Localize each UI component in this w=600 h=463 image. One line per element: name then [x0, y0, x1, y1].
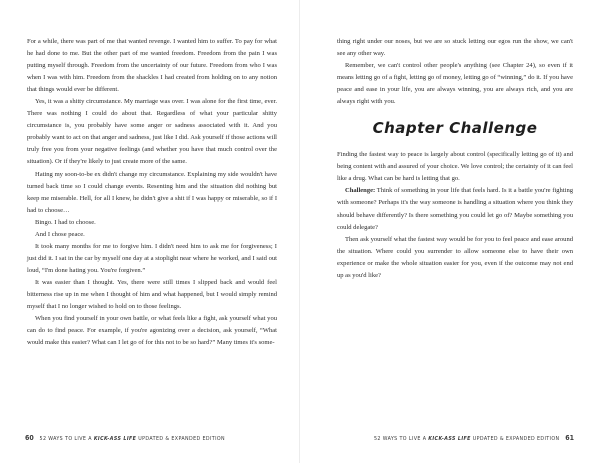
page-number: 60 [25, 434, 34, 442]
paragraph: Remember, we can't control other people's anything (see Chapter 24), so even if it means letting go of a fight, letting go of money, letting go of “winning,” do it. If you have peace and ease in your life, you are always winning, you are always rich, and you are always right with you. [337, 62, 573, 106]
chapter-challenge-heading: Chapter Challenge [372, 119, 538, 138]
paragraph: Bingo. I had to choose. [35, 218, 96, 226]
left-footer [25, 434, 225, 442]
running-footer-brand: KICK-ASS LIFE [93, 436, 137, 442]
running-footer-edition: UPDATED & EXPANDED EDITION [472, 436, 560, 442]
paragraph: thing right under our noses, but we are so stuck letting our egos run the show, we can't see any other way. [337, 38, 573, 58]
paragraph: It took many months for me to forgive him. I didn't need him to ask me for forgiveness; I just did it. I sat in the car by myself one day at a stoplight near where he worked, and I said out loud, “I'm done hating you. You're forgiven.” [27, 242, 277, 274]
challenge-paragraph [337, 185, 573, 233]
running-footer-edition: UPDATED & EXPANDED EDITION [138, 436, 225, 442]
page-number: 61 [565, 434, 574, 442]
paragraph: Hating my soon-to-be ex didn't change my circumstance. Explaining my side wouldn't have turned back time so I could change events. Resenting him and the situation did nothing but keep me miserable. Hell, for all I knew, he didn't give a shit if I was happy or miserable, so if I had to choose… [27, 170, 277, 214]
right-page-body [337, 36, 573, 282]
running-footer-brand: KICK-ASS LIFE [428, 436, 471, 442]
paragraph: Yes, it was a shitty circumstance. My marriage was over. I was alone for the first time, ever. There was nothing I could do about that. Regardless of what your particular shitty circumstance is, you probably have some anger or sadness associated with it. And you probably want to act on that anger and sadness, just like I did. Ask yourself if those actions will truly free you from your negative feelings (and whether you have that much control over the situation). Or if they're likely to just create more of the same. [27, 98, 277, 166]
paragraph: Finding the fastest way to peace is largely about control (specifically letting go of it) and being content with and assured of your choice. We love control; the certainty of it can feel like a drug. What can be hard is letting that go. [337, 151, 573, 183]
right-page [300, 0, 600, 463]
paragraph: For a while, there was part of me that wanted revenge. I wanted him to suffer. To pay for what he had done to me. But the other part of me wanted freedom. Freedom from the pain I was putting myself through. Freedom from the uncertainty of our future. Freedom from who I was when I was with him. Freedom from the shackles I had created from holding on to any notion that things would ever be different. [27, 38, 277, 94]
right-footer [374, 434, 574, 442]
paragraph: Then ask yourself what the fastest way would be for you to feel peace and ease around the situation. Where could you surrender to allow someone else to have their own experience or make the whole situation easier for you, even if the outcome may not end up as you'd like? [337, 235, 573, 279]
paragraph: It was easier than I thought. Yes, there were still times I slipped back and would feel bitterness rise up in me when I thought of him and what happened, but I would simply remind myself that I no longer wished to hold on to those feelings. [27, 278, 277, 311]
left-page-body [27, 36, 277, 349]
running-footer-text: 52 WAYS TO LIVE A [39, 436, 92, 442]
challenge-label: Challenge: [345, 187, 376, 195]
paragraph: And I chose peace. [35, 230, 85, 238]
running-footer-text: 52 WAYS TO LIVE A [374, 436, 427, 442]
paragraph: When you find yourself in your own battle, or what feels like a fight, ask yourself what you can do to find peace. For example, if you're agonizing over a decision, ask yourself, “What would make this easier? What can I let go of for this not to be so hard?” Many times it's some- [27, 315, 277, 347]
challenge-text: Think of something in your life that feels hard. Is it a battle you're fighting with someone? Perhaps it's the way someone is handling a situation where you think they should behave differently? Is there something you could let go of? Maybe something you could delegate? [337, 187, 573, 231]
